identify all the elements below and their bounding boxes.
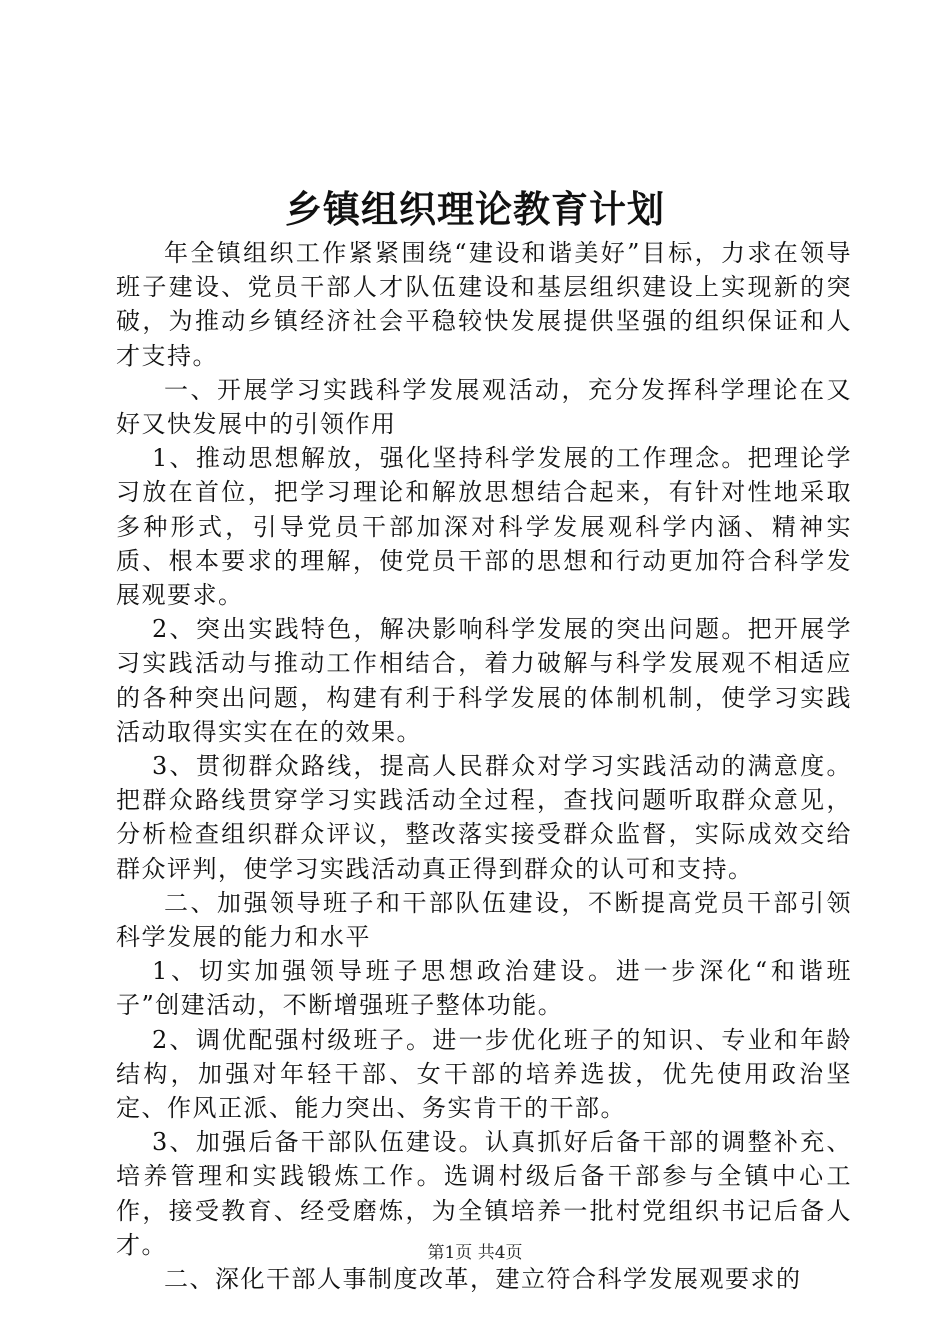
- section-1-item-2: 2、突出实践特色，解决影响科学发展的突出问题。把开展学习实践活动与推动工作相结合，着力破解与科学发展观不相适应的各种突出问题，构建有利于科学发展的体制机制，使学习实践活动取得实实在在的效果。: [116, 615, 852, 746]
- section-heading-1: 一、开展学习实践科学发展观活动，充分发挥科学理论在又好又快发展中的引领作用: [116, 375, 852, 439]
- section-1-item-3: 3、贯彻群众路线，提高人民群众对学习实践活动的满意度。把群众路线贯穿学习实践活动全过程，查找问题听取群众意见，分析检查组织群众评议，整改落实接受群众监督，实际成效交给群众评判，使学习实践活动真正得到群众的认可和支持。: [116, 752, 852, 883]
- section-2-item-3: 3、加强后备干部队伍建设。认真抓好后备干部的调整补充、培养管理和实践锻炼工作。选调村级后备干部参与全镇中心工作，接受教育、经受磨炼，为全镇培养一批村党组织书记后备人才。: [116, 1128, 852, 1259]
- section-heading-2: 二、加强领导班子和干部队伍建设，不断提高党员干部引领科学发展的能力和水平: [116, 888, 852, 952]
- section-2-item-1: 1、切实加强领导班子思想政治建设。进一步深化“和谐班子”创建活动，不断增强班子整体功能。: [116, 957, 852, 1020]
- document-body: [116, 236, 852, 1296]
- document-title: 乡镇组织理论教育计划: [285, 187, 665, 231]
- section-heading-3: 二、深化干部人事制度改革，建立符合科学发展观要求的: [164, 1265, 802, 1294]
- section-1-item-1: 1、推动思想解放，强化坚持科学发展的工作理念。把理论学习放在首位，把学习理论和解放思想结合起来，有针对性地采取多种形式，引导党员干部加深对科学发展观科学内涵、精神实质、根本要求的理解，使党员干部的思想和行动更加符合科学发展观要求。: [116, 444, 852, 610]
- section-2-item-2: 2、调优配强村级班子。进一步优化班子的知识、专业和年龄结构，加强对年轻干部、女干部的培养选拔，优先使用政治坚定、作风正派、能力突出、务实肯干的干部。: [116, 1025, 852, 1123]
- intro-paragraph: 年全镇组织工作紧紧围绕“建设和谐美好”目标，力求在领导班子建设、党员干部人才队伍建设和基层组织建设上实现新的突破，为推动乡镇经济社会平稳较快发展提供坚强的组织保证和人才支持。: [116, 239, 852, 370]
- page-number-footer: 第1页 共4页: [427, 1243, 523, 1263]
